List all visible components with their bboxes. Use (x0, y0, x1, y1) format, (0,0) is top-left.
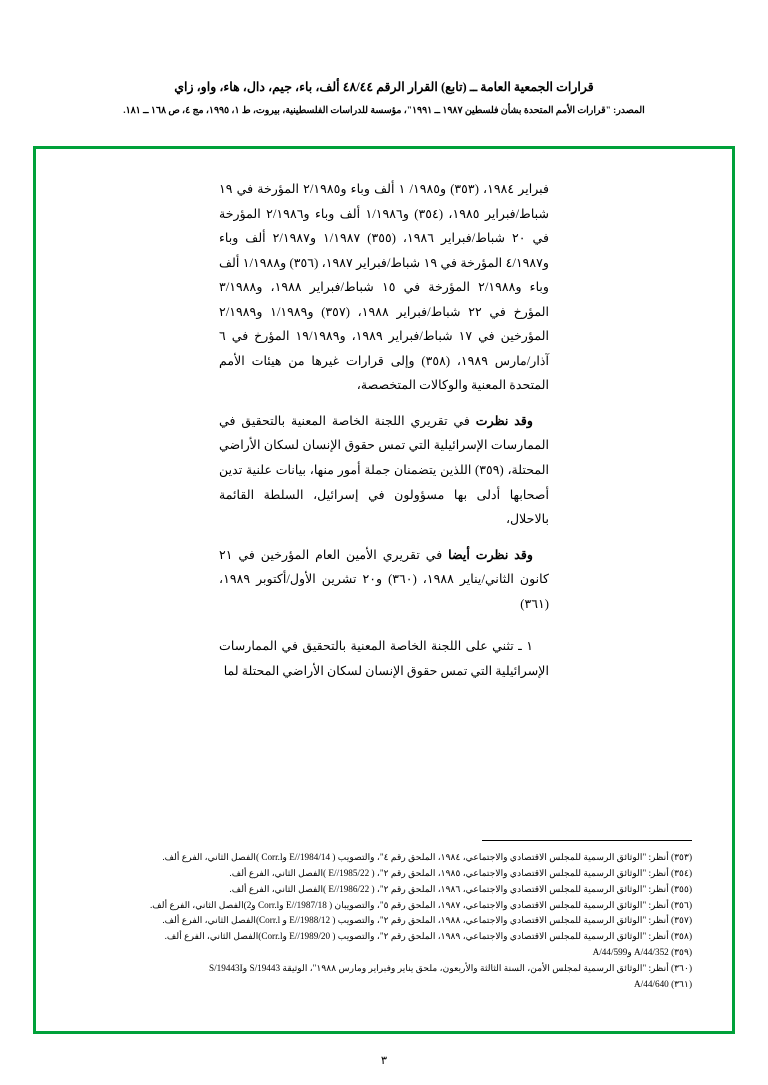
page-title: قرارات الجمعية العامة ــ (تابع) القرار الرقم ٤٨/٤٤ ألف، باء، جيم، دال، هاء، واو، زاي (174, 80, 594, 94)
footnote-359: (٣٥٩) A/44/352 وA/44/599 (592, 947, 692, 958)
footnote-361: (٣٦١) A/44/640 (634, 979, 692, 990)
footnote-357: (٣٥٧) أنظر: "الوثائق الرسمية للمجلس الاقتصادي والاجتماعي، ١٩٨٨، الملحق رقم ٢"، والتصويب ( E//1988/12 و Corr.l)الفصل الثاني، الفرع ألف. (162, 915, 692, 926)
page-header (0, 0, 768, 118)
paragraph-item-1: ١ ـ تثني على اللجنة الخاصة المعنية بالتحقيق في الممارسات الإسرائيلية التي تمس حقوق الإنسان لسكان الأراضي المحتلة لما (219, 639, 549, 678)
source-line: المصدر: "قرارات الأمم المتحدة بشأن فلسطين ١٩٨٧ ــ ١٩٩١"، مؤسسة للدراسات الفلسطينية، بيروت، ط ١، ١٩٩٥، مج ٤، ص ١٦٨ ــ ١٨١. (123, 105, 645, 116)
paragraph-considered-report (219, 409, 549, 532)
lead-phrase-considered-also: وقد نظرت أيضا (448, 547, 533, 562)
footnote-355: (٣٥٥) أنظر: "الوثائق الرسمية للمجلس الاقتصادي والاجتماعي، ١٩٨٦، الملحق رقم ٢"، ( E//1986/22 )الفصل الثاني، الفرع ألف. (229, 883, 692, 894)
green-border-frame (33, 146, 735, 1034)
paragraph-considered-also (219, 543, 549, 617)
footnote-separator (482, 840, 692, 841)
frame-content (36, 149, 732, 1031)
footnote-360: (٣٦٠) أنظر: "الوثائق الرسمية لمجلس الأمن، السنة الثالثة والأربعون، ملحق يناير وفبراير ومارس ١٩٨٨"، الوثيقة S/19443 وS/19443I (209, 963, 692, 974)
paragraph-resolutions-list: فبراير ١٩٨٤، (٣٥٣) و١٩٨٥/ ١ ألف وباء و٢/١٩٨٥ المؤرخة في ١٩ شباط/فبراير ١٩٨٥، (٣٥٤) و١/١٩٨٦ ألف وباء و٢/١٩٨٦ المؤرخة في ٢٠ شباط/فبراير ١٩٨٦، (٣٥٥) ١/١٩٨٧ و٢/١٩٨٧ ألف وباء و٤/١٩٨٧ المؤرخة في ١٩ شباط/فبراير ١٩٨٧، (٣٥٦) و١/١٩٨٨ ألف وباء و٢/١٩٨٨ المؤرخة في ١٥ شباط/فبراير ١٩٨٨، و٣/١٩٨٨ المؤرخ في ٢٢ شباط/فبراير ١٩٨٨، (٣٥٧) و١/١٩٨٩ و٢/١٩٨٩ المؤرخين في ١٧ شباط/فبراير ١٩٨٩، و١٩/١٩٨٩ المؤرخ في ٦ آذار/مارس ١٩٨٩، (٣٥٨) وإلى قرارات غيرها من هيئات الأمم المتحدة المعنية والوكالات المتخصصة، (219, 182, 550, 393)
lead-phrase-considered: وقد نظرت (475, 413, 533, 428)
paragraph-considered-also-text: في تقريري الأمين العام المؤرخين في ٢١ كانون الثاني/يناير ١٩٨٨، (٣٦٠) و٢٠ تشرين الأول/أكتوبر ١٩٨٩، (٣٦١) (219, 547, 549, 611)
footnotes-section (76, 840, 692, 993)
footnote-358: (٣٥٨) أنظر: "الوثائق الرسمية للمجلس الاقتصادي والاجتماعي، ١٩٨٩، الملحق رقم ٢"، والتصويب ( E//1989/20 وCorr.l)الفصل الثاني، الفرع ألف. (164, 931, 692, 942)
footnote-353: (٣٥٣) أنظر: "الوثائق الرسمية للمجلس الاقتصادي والاجتماعي، ١٩٨٤، الملحق رقم ٤"، والتصويب ( E//1984/14 وCorr.l )الفصل الثاني، الفرع ألف. (162, 851, 692, 862)
body-text (219, 177, 549, 683)
paragraph-considered-report-text: في تقريري اللجنة الخاصة المعنية بالتحقيق في الممارسات الإسرائيلية التي تمس حقوق الإنسان لسكان الأراضي المحتلة، (٣٥٩) اللذين يتضمنان جملة أمور منها، بيانات علنية تدين أصحابها أدلى بها مسؤولون في إسرائيل، السلطة القائمة بالاحلال، (219, 413, 549, 527)
footnote-356: (٣٥٦) أنظر: "الوثائق الرسمية للمجلس الاقتصادي والاجتماعي، ١٩٨٧، الملحق رقم ٥"، والتصويبان ( E//1987/18 وCorr.l و2)الفصل الثاني، الفرع ألف. (150, 899, 692, 910)
page-number: ٣ (380, 1055, 388, 1067)
footnote-354: (٣٥٤) أنظر: "الوثائق الرسمية للمجلس الاقتصادي والاجتماعي، ١٩٨٥، الملحق رقم ٢"، ( E//1985/22 )الفصل الثاني، الفرع ألف. (229, 867, 692, 878)
